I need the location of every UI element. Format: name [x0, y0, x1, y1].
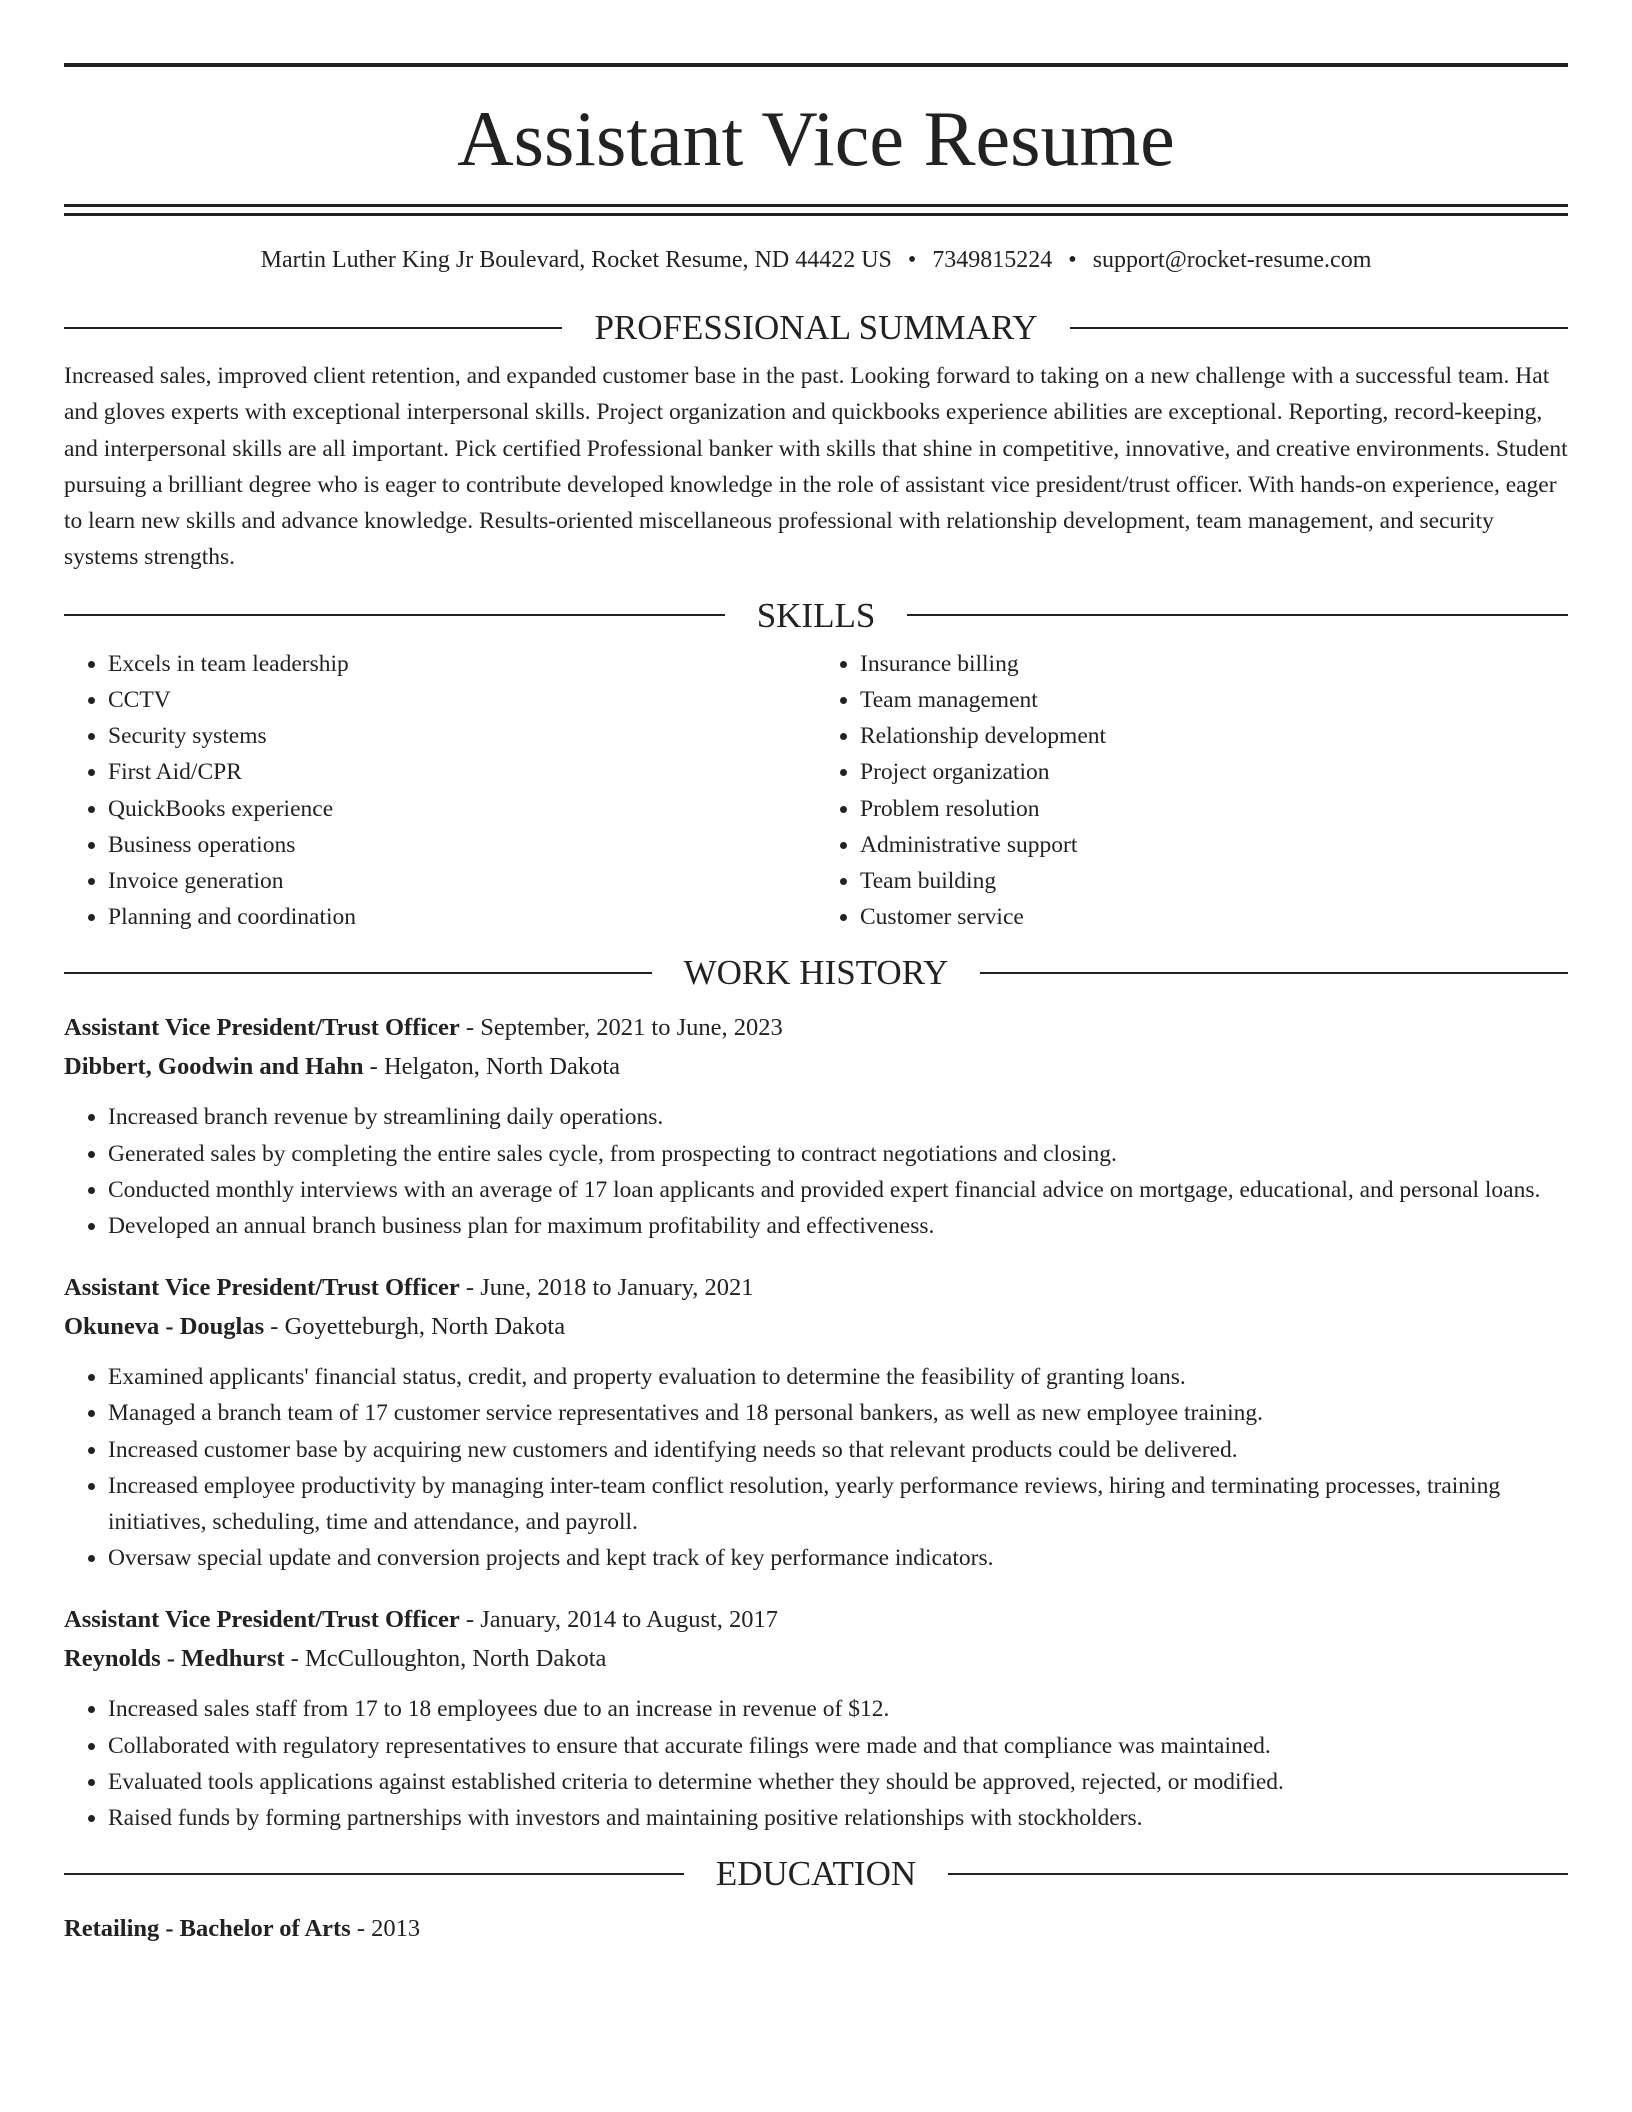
resume-page: [64, 0, 1568, 1942]
job-bullet: • Increased branch revenue by streamlining daily operations.: [108, 1099, 1568, 1135]
top-rule: [64, 63, 1568, 67]
job-role: Assistant Vice President/Trust Officer: [64, 1606, 460, 1634]
job-bullets: [64, 1359, 1568, 1576]
section-header-skills: [64, 595, 1568, 635]
job-bullet: • Managed a branch team of 17 customer service representatives and 18 personal bankers, as well as new employee training.: [108, 1395, 1568, 1431]
section-header-education: [64, 1854, 1568, 1894]
skill-item: • First Aid/CPR: [108, 754, 816, 790]
skill-item: • Relationship development: [860, 718, 1568, 754]
job-bullet: • Increased employee productivity by managing inter-team conflict resolution, yearly performance reviews, hiring and terminating processes, training initiatives, scheduling, time and attendance, and payroll.: [108, 1468, 1568, 1540]
job-company-line: Reynolds - Medhurst - McCulloughton, North Dakota: [64, 1644, 607, 1672]
job-company: Reynolds - Medhurst: [64, 1644, 285, 1672]
education-degree: Retailing - Bachelor of Arts: [64, 1915, 351, 1943]
job-bullet: • Evaluated tools applications against established criteria to determine whether they should be approved, rejected, or modified.: [108, 1764, 1568, 1800]
summary-text: Increased sales, improved client retention, and expanded customer base in the past. Looking forward to taking on a new challenge with a successful team. Hat and gloves experts with exceptional interpersonal skills. Project organization and quickbooks experience abilities are exceptional. Reporting, record-keeping, and interpersonal skills are all important. Pick certified Professional banker with skills that shine in competitive, innovative, and creative environments. Student pursuing a brilliant degree who is eager to contribute developed knowledge in the role of assistant vice president/trust officer. With hands-on experience, eager to learn new skills and advance knowledge. Results-oriented miscellaneous professional with relationship development, team management, and security systems strengths.: [64, 363, 1568, 571]
contact-separator: •: [1068, 247, 1077, 273]
skill-item: • QuickBooks experience: [108, 791, 816, 827]
job-title-line: Assistant Vice President/Trust Officer - September, 2021 to June, 2023: [64, 1014, 783, 1042]
skill-item: • Team building: [860, 863, 1568, 899]
job-bullets: [64, 1099, 1568, 1244]
job-location: Helgaton, North Dakota: [383, 1052, 621, 1080]
skill-item: • Administrative support: [860, 827, 1568, 863]
skill-item: • Invoice generation: [108, 863, 816, 899]
job-bullet: • Increased sales staff from 17 to 18 employees due to an increase in revenue of $12.: [108, 1691, 1568, 1727]
section-title-skills: SKILLS: [756, 595, 876, 635]
job-bullet: • Generated sales by completing the entire sales cycle, from prospecting to contract negotiations and closing.: [108, 1136, 1568, 1172]
skill-item: • Planning and coordination: [108, 899, 816, 935]
skill-item: • CCTV: [108, 682, 816, 718]
section-header-summary: [64, 310, 1568, 345]
job-role: Assistant Vice President/Trust Officer: [64, 1014, 460, 1042]
job-bullet: • Examined applicants' financial status, credit, and property evaluation to determine the feasibility of granting loans.: [108, 1359, 1568, 1395]
contact-email: support@rocket-resume.com: [1092, 247, 1372, 273]
job-entry: [64, 1276, 1568, 1576]
job-bullet: • Collaborated with regulatory representatives to ensure that accurate filings were made and that compliance was maintained.: [108, 1728, 1568, 1764]
job-bullet: • Oversaw special update and conversion projects and kept track of key performance indicators.: [108, 1540, 1568, 1576]
job-bullets: [64, 1691, 1568, 1836]
skills-column-left: [64, 646, 816, 936]
section-title-work: WORK HISTORY: [683, 953, 949, 993]
skill-item: • Customer service: [860, 899, 1568, 935]
skill-item: • Project organization: [860, 754, 1568, 790]
job-dates: September, 2021 to June, 2023: [480, 1014, 783, 1042]
job-location: Goyetteburgh, North Dakota: [284, 1312, 566, 1340]
job-dates: January, 2014 to August, 2017: [480, 1606, 779, 1634]
skills-list: [64, 646, 1568, 936]
section-header-work: [64, 953, 1568, 993]
education-entry: Retailing - Bachelor of Arts - 2013: [64, 1915, 421, 1943]
section-title-education: EDUCATION: [715, 1854, 917, 1894]
job-bullet: • Conducted monthly interviews with an average of 17 loan applicants and provided expert financial advice on mortgage, educational, and personal loans.: [108, 1172, 1568, 1208]
job-bullet: • Raised funds by forming partnerships with investors and maintaining positive relationships with stockholders.: [108, 1800, 1568, 1836]
job-company-line: Okuneva - Douglas - Goyetteburgh, North Dakota: [64, 1312, 566, 1340]
education-year: 2013: [371, 1915, 421, 1943]
job-title-line: Assistant Vice President/Trust Officer - June, 2018 to January, 2021: [64, 1274, 754, 1302]
job-role: Assistant Vice President/Trust Officer: [64, 1274, 460, 1302]
job-company-line: Dibbert, Goodwin and Hahn - Helgaton, North Dakota: [64, 1052, 621, 1080]
skill-item: • Business operations: [108, 827, 816, 863]
job-dates: June, 2018 to January, 2021: [480, 1274, 754, 1302]
contact-address: Martin Luther King Jr Boulevard, Rocket Resume, ND 44422 US: [260, 247, 892, 273]
skill-item: • Security systems: [108, 718, 816, 754]
contact-line: [64, 248, 1568, 272]
contact-phone: 7349815224: [932, 247, 1053, 273]
job-company: Okuneva - Douglas: [64, 1312, 265, 1340]
job-entry: [64, 1608, 1568, 1836]
skill-item: • Insurance billing: [860, 646, 1568, 682]
job-title-line: Assistant Vice President/Trust Officer - January, 2014 to August, 2017: [64, 1606, 779, 1634]
job-location: McCulloughton, North Dakota: [304, 1644, 607, 1672]
contact-separator: •: [907, 247, 917, 273]
skill-item: • Excels in team leadership: [108, 646, 816, 682]
skill-item: • Team management: [860, 682, 1568, 718]
title-double-rule: [64, 204, 1568, 216]
section-title-summary: PROFESSIONAL SUMMARY: [594, 308, 1038, 347]
skill-item: • Problem resolution: [860, 791, 1568, 827]
job-entry: [64, 1016, 1568, 1244]
job-bullet: • Increased customer base by acquiring new customers and identifying needs so that relevant products could be delivered.: [108, 1432, 1568, 1468]
job-company: Dibbert, Goodwin and Hahn: [64, 1052, 364, 1080]
job-bullet: • Developed an annual branch business plan for maximum profitability and effectiveness.: [108, 1208, 1568, 1244]
skills-column-right: [816, 646, 1568, 936]
resume-title: Assistant Vice Resume: [457, 95, 1175, 182]
